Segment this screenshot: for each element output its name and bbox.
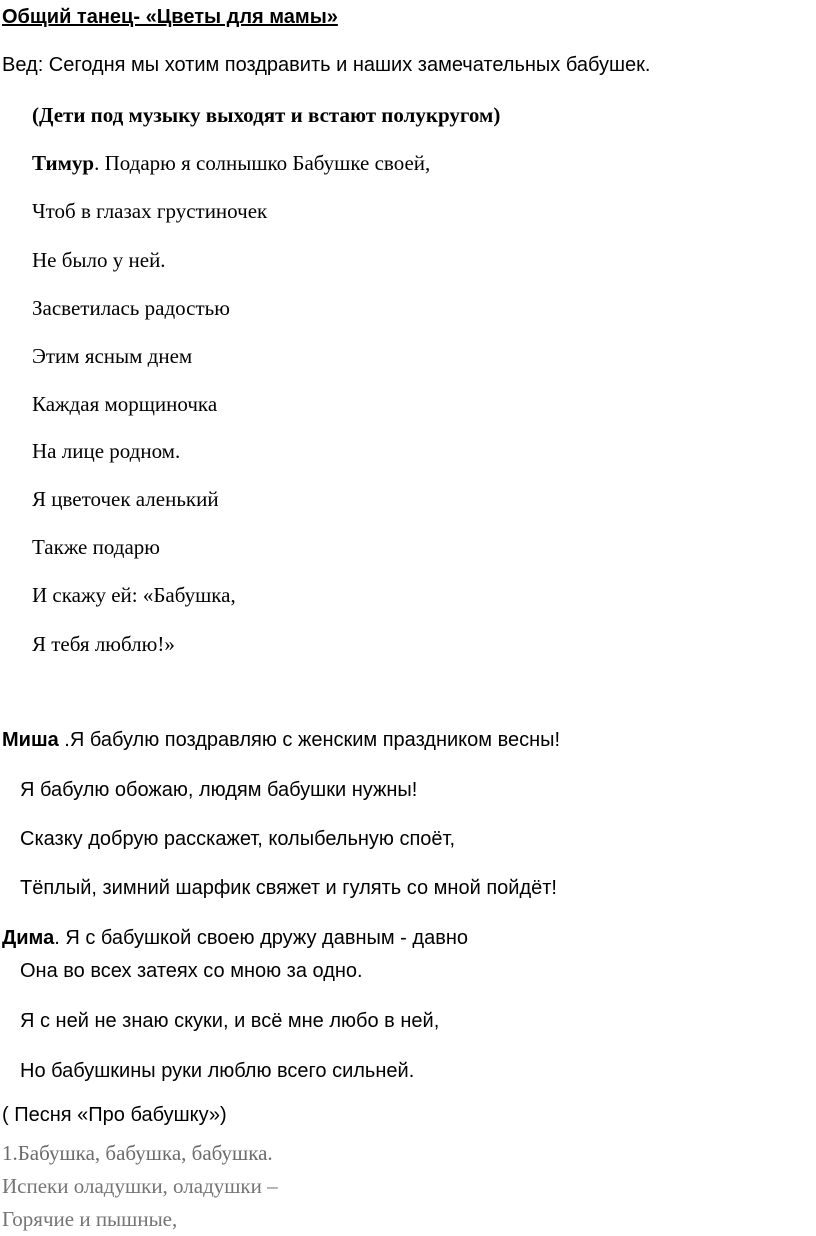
verse-line: Сказку добрую расскажет, колыбельную споёт, <box>20 828 456 850</box>
host-intro-line: Вед: Сегодня мы хотим поздравить и наших замечательных бабушек. <box>2 54 651 76</box>
speaker-name-misha: Миша <box>2 729 59 751</box>
verse-line: Я тебя люблю!» <box>32 632 175 656</box>
song-line: Испеки оладушки, оладушки – <box>2 1174 278 1198</box>
verse-line: И скажу ей: «Бабушка, <box>32 583 236 607</box>
verse-line: Тёплый, зимний шарфик свяжет и гулять со мной пойдёт! <box>20 877 557 899</box>
song-line: Горячие и пышные, <box>2 1207 178 1231</box>
verse-line: Я цветочек аленький <box>32 487 219 511</box>
speaker-name-timur: Тимур <box>32 151 95 175</box>
misha-first-line <box>2 730 560 750</box>
verse-line: Каждая морщиночка <box>32 392 218 416</box>
song-heading: ( Песня «Про бабушку») <box>2 1104 227 1126</box>
timur-line-0: . Подарю я солнышко Бабушке своей, <box>94 151 431 175</box>
timur-first-line <box>32 153 430 174</box>
misha-line-0: .Я бабулю поздравляю с женским праздником весны! <box>58 729 561 751</box>
dima-line-0: . Я с бабушкой своею дружу давным - давно <box>54 927 468 949</box>
verse-line: Не было у ней. <box>32 248 166 272</box>
verse-line: Я бабулю обожаю, людям бабушки нужны! <box>20 779 418 801</box>
verse-line: Я с ней не знаю скуки, и всё мне любо в ней, <box>20 1010 440 1032</box>
verse-line: Чтоб в глазах грустиночек <box>32 199 268 223</box>
verse-line: Этим ясным днем <box>32 344 193 368</box>
dima-first-line <box>2 928 468 948</box>
stage-direction: (Дети под музыку выходят и встают полукругом) <box>32 103 501 127</box>
document-title: Общий танец- «Цветы для мамы» <box>2 6 338 28</box>
verse-line: Засветилась радостью <box>32 296 230 320</box>
speaker-name-dima: Дима <box>2 927 55 949</box>
verse-line: Также подарю <box>32 535 160 559</box>
verse-line: На лице родном. <box>32 439 181 463</box>
verse-line: Но бабушкины руки люблю всего сильней. <box>20 1060 415 1082</box>
verse-line: Она во всех затеях со мною за одно. <box>20 960 363 982</box>
song-line: 1.Бабушка, бабушка, бабушка. <box>2 1141 273 1165</box>
